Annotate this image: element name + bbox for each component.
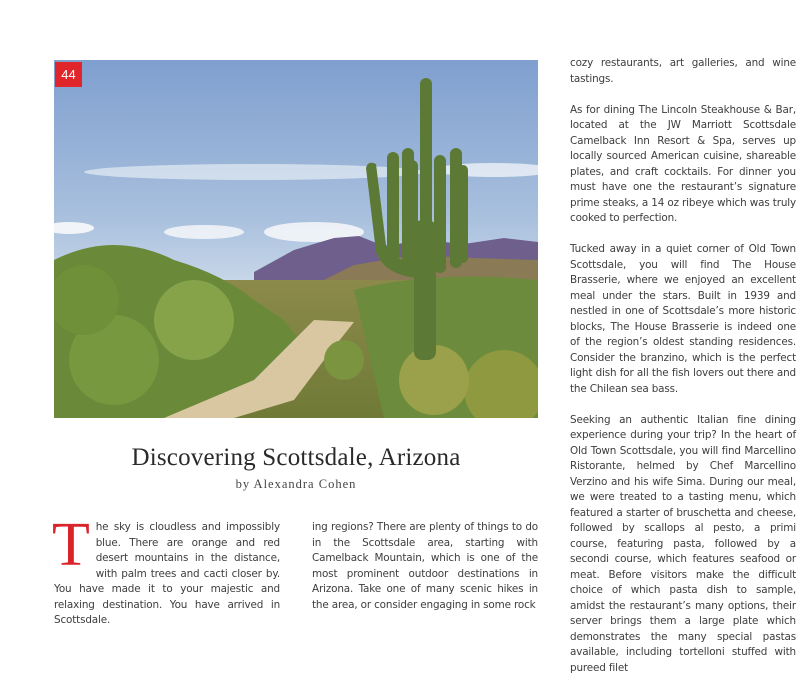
paragraph: Seeking an authentic Italian fine dining experience during your trip? In the heart of Old Town Scottsdale, you will find Marcellino Ristorante, helmed by Chef Marcellino Verzino and his wife Sima. During our meal, we were treated to a tasting menu, which featured a starter of bruschetta and cheese, followed by scallops al pesto, a primi course, featuring pasta, followed by a secondi course, which features seafood or meat. Before visitors make the difficult choice of which pasta dish to sample, amidst the restaurant’s many options, their server brings them a large plate which demonstrates the many special pastas available, including tortelloni stuffed with pureed filet xyxy=(570,413,796,674)
paragraph: Tucked away in a quiet corner of Old Town Scottsdale, you will find The House Brasserie, where we enjoyed an excellent meal under the stars. Built in 1939 and nestled in one of Scottsdale’s more historic blocks, The House Brasserie is indeed one of the region’s oldest standing residences. Consider the branzino, which is the perfect light dish for all the fish lovers out there and the Chilean sea bass. xyxy=(570,243,796,395)
article-photo xyxy=(54,60,538,418)
desert-saguaro-image xyxy=(54,60,538,418)
article-column-3 xyxy=(570,56,796,692)
paragraph: cozy restaurants, art galleries, and wine tastings. xyxy=(570,57,796,85)
paragraph: ing regions? There are plenty of things to do in the Scottsdale area, starting with Camelback Mountain, which is one of the most prominent outdoor destinations in Arizona. Take one of many scenic hikes in the area, or consider engaging in some rock xyxy=(312,521,538,611)
article-byline: by Alexandra Cohen xyxy=(235,477,357,491)
paragraph-text: he sky is cloudless and impossibly blue. There are orange and red desert mountains in the distance, with palm trees and cacti closer by. You have made it to your majestic and relaxing destination. You have arrived in Scottsdale. xyxy=(54,521,280,626)
drop-cap: T xyxy=(52,511,90,579)
article-title: Discovering Scottsdale, Arizona xyxy=(131,444,461,471)
paragraph: As for dining The Lincoln Steakhouse & Bar, located at the JW Marriott Scottsdale Camelback Inn Resort & Spa, serves up locally sourced American cuisine, shareable plates, and craft cocktails. For dinner you must have one the restaurant’s signature prime steaks, a 14 oz ribeye which was truly cooked to perfection. xyxy=(570,103,796,224)
article-column-1 xyxy=(52,511,280,644)
page-number-badge: 44 xyxy=(55,62,82,87)
article-column-2 xyxy=(312,520,538,629)
paragraph xyxy=(52,511,280,629)
